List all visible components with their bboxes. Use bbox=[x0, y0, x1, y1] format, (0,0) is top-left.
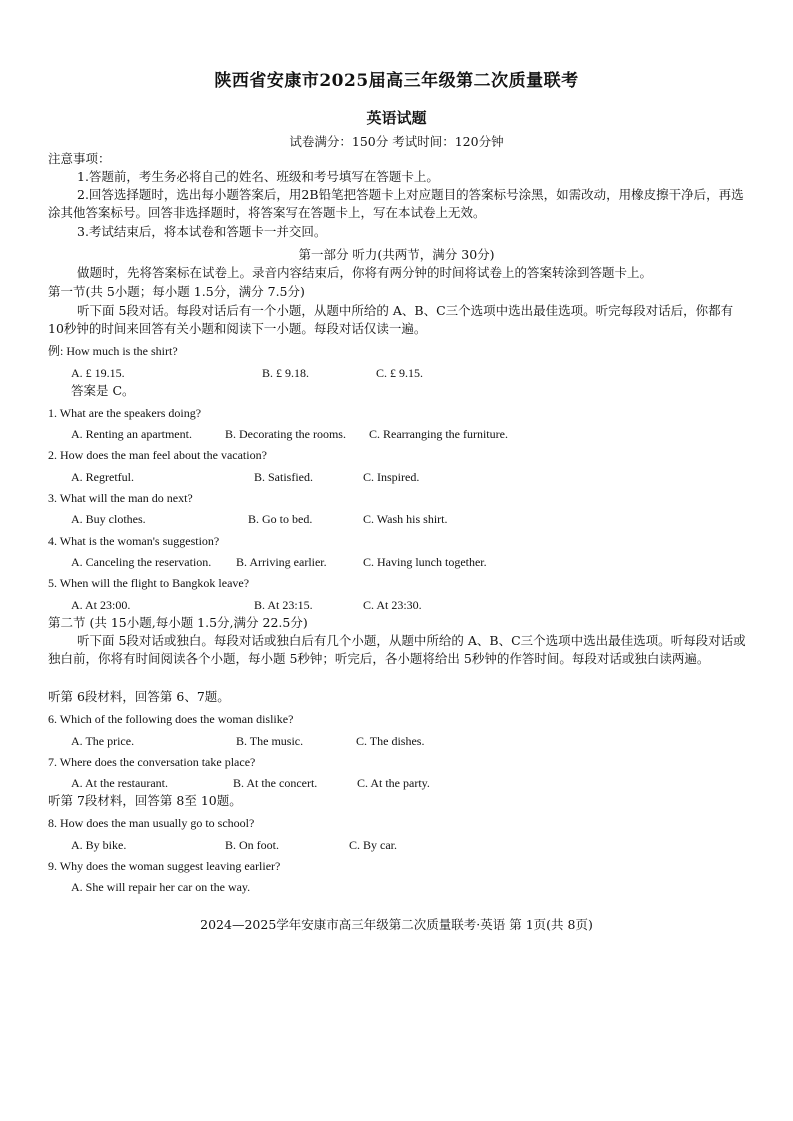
q7-option-a: A. At the restaurant. bbox=[71, 776, 168, 790]
material-7-intro: 听第 7段材料，回答第 8至 10题。 bbox=[48, 793, 242, 808]
question-5: 5. When will the flight to Bangkok leave? bbox=[48, 576, 250, 590]
q6-option-b: B. The music. bbox=[236, 734, 304, 748]
example-option-c: C. £ 9.15. bbox=[376, 366, 424, 380]
q9-option-a: A. She will repair her car on the way. bbox=[71, 880, 251, 894]
q8-option-c: C. By car. bbox=[349, 838, 397, 852]
q2-option-b: B. Satisfied. bbox=[254, 470, 313, 484]
q2-option-a: A. Regretful. bbox=[71, 470, 134, 484]
example-answer: 答案是 C。 bbox=[71, 383, 135, 398]
q5-option-b: B. At 23:15. bbox=[254, 598, 313, 612]
subject-title: 英语试题 bbox=[366, 109, 427, 127]
q4-option-a: A. Canceling the reservation. bbox=[71, 555, 212, 569]
example-option-a: A. £ 19.15. bbox=[71, 366, 125, 380]
section1-heading: 第一节(共 5小题；每小题 1.5分，满分 7.5分) bbox=[48, 284, 305, 299]
question-1: 1. What are the speakers doing? bbox=[48, 406, 202, 420]
section1-instructions: 听下面 5段对话。每段对话后有一个小题，从题中所给的 A、B、C三个选项中选出最佳选项。听完每段对话后，你都有 10秒钟的时间来回答有关小题和阅读下一小题。每段对话仅读一遍。 bbox=[48, 303, 734, 336]
question-7: 7. Where does the conversation take place? bbox=[48, 755, 256, 769]
q1-option-c: C. Rearranging the furniture. bbox=[369, 427, 508, 441]
q7-option-b: B. At the concert. bbox=[233, 776, 318, 790]
q4-option-b: B. Arriving earlier. bbox=[236, 555, 327, 569]
notice-item-3: 3.考试结束后，将本试卷和答题卡一并交回。 bbox=[77, 224, 327, 239]
q8-option-b: B. On foot. bbox=[225, 838, 279, 852]
q7-option-c: C. At the party. bbox=[357, 776, 430, 790]
example-question: 例: How much is the shirt? bbox=[48, 344, 178, 358]
notice-item-1: 1.答题前，考生务必将自己的姓名、班级和考号填写在答题卡上。 bbox=[77, 169, 439, 184]
q3-option-b: B. Go to bed. bbox=[248, 512, 313, 526]
q3-option-a: A. Buy clothes. bbox=[71, 512, 146, 526]
q6-option-a: A. The price. bbox=[71, 734, 135, 748]
example-option-b: B. £ 9.18. bbox=[262, 366, 310, 380]
page-footer: 2024—2025学年安康市高三年级第二次质量联考·英语 第 1页(共 8页) bbox=[200, 917, 593, 932]
q5-option-c: C. At 23:30. bbox=[363, 598, 422, 612]
q6-option-c: C. The dishes. bbox=[356, 734, 425, 748]
part1-heading: 第一部分 听力(共两节，满分 30分) bbox=[298, 247, 495, 262]
question-2: 2. How does the man feel about the vacation? bbox=[48, 448, 267, 462]
section2-instructions: 听下面 5段对话或独白。每段对话或独白后有几个小题，从题中所给的 A、B、C三个选项中选出最佳选项。听每段对话或独白前，你将有时间阅读各个小题，每小题 5秒钟；听完后，各小题将给出 5秒钟的作答时间。每段对话或独白读两遍。 bbox=[48, 633, 746, 666]
exam-title: 陕西省安康市2025届高三年级第二次质量联考 bbox=[214, 71, 579, 91]
q1-option-a: A. Renting an apartment. bbox=[71, 427, 192, 441]
question-3: 3. What will the man do next? bbox=[48, 491, 193, 505]
q4-option-c: C. Having lunch together. bbox=[363, 555, 487, 569]
question-9: 9. Why does the woman suggest leaving earlier? bbox=[48, 859, 281, 873]
q8-option-a: A. By bike. bbox=[71, 838, 127, 852]
notice-item-2: 2.回答选择题时，选出每小题答案后，用2B铅笔把答题卡上对应题目的答案标号涂黑，如需改动，用橡皮擦干净后，再选涂其他答案标号。回答非选择题时，将答案写在答题卡上，写在本试卷上无效。 bbox=[48, 187, 744, 220]
q5-option-a: A. At 23:00. bbox=[71, 598, 131, 612]
exam-meta: 试卷满分：150分 考试时间：120分钟 bbox=[289, 134, 504, 149]
question-8: 8. How does the man usually go to school? bbox=[48, 816, 255, 830]
question-6: 6. Which of the following does the woman dislike? bbox=[48, 712, 294, 726]
q1-option-b: B. Decorating the rooms. bbox=[225, 427, 346, 441]
section2-heading: 第二节 (共 15小题,每小题 1.5分,满分 22.5分) bbox=[48, 615, 308, 630]
notice-heading: 注意事项： bbox=[48, 151, 111, 166]
q3-option-c: C. Wash his shirt. bbox=[363, 512, 448, 526]
question-4: 4. What is the woman's suggestion? bbox=[48, 534, 220, 548]
q2-option-c: C. Inspired. bbox=[363, 470, 420, 484]
material-6-intro: 听第 6段材料，回答第 6、7题。 bbox=[48, 689, 230, 704]
part1-intro: 做题时，先将答案标在试卷上。录音内容结束后，你将有两分钟的时间将试卷上的答案转涂到答题卡上。 bbox=[77, 265, 653, 280]
